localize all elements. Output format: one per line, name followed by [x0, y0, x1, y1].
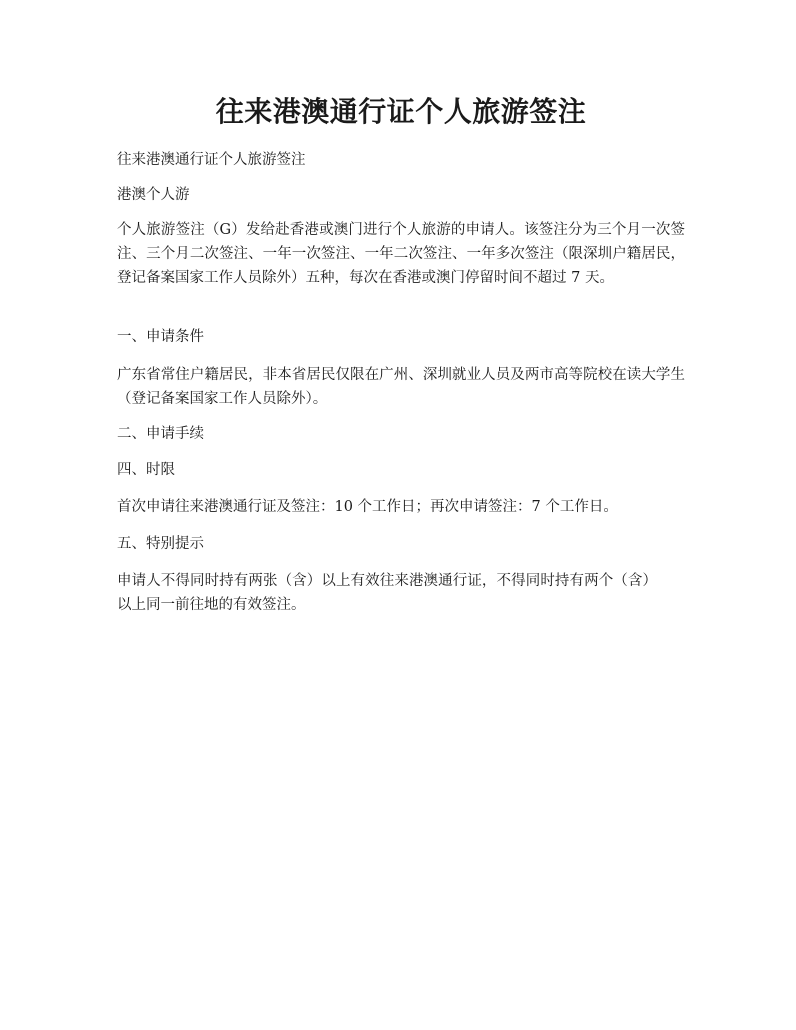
heading-time-limit: 四、时限 [117, 462, 175, 478]
special-notice-paragraph: 申请人不得同时持有两张（含）以上有效往来港澳通行证，不得同时持有两个（含）以上同一前往地的有效签注。 [117, 573, 657, 613]
heading-application-conditions: 一、申请条件 [117, 329, 204, 345]
document-page [117, 0, 685, 1030]
heading-special-notice: 五、特别提示 [117, 536, 204, 552]
section-label-paragraph: 港澳个人游 [117, 187, 190, 203]
heading-application-procedures: 二、申请手续 [117, 426, 204, 442]
intro-paragraph: 个人旅游签注（G）发给赴香港或澳门进行个人旅游的申请人。该签注分为三个月一次签注、三个月二次签注、一年一次签注、一年二次签注、一年多次签注（限深圳户籍居民，登记备案国家工作人员除外）五种，每次在香港或澳门停留时间不超过 7 天。 [117, 222, 685, 286]
subtitle-paragraph: 往来港澳通行证个人旅游签注 [117, 152, 306, 168]
time-limit-paragraph: 首次申请往来港澳通行证及签注：10 个工作日；再次申请签注：7 个工作日。 [117, 499, 618, 515]
document-title: 往来港澳通行证个人旅游签注 [215, 95, 587, 128]
conditions-paragraph: 广东省常住户籍居民，非本省居民仅限在广州、深圳就业人员及两市高等院校在读大学生（登记备案国家工作人员除外）。 [117, 367, 685, 407]
